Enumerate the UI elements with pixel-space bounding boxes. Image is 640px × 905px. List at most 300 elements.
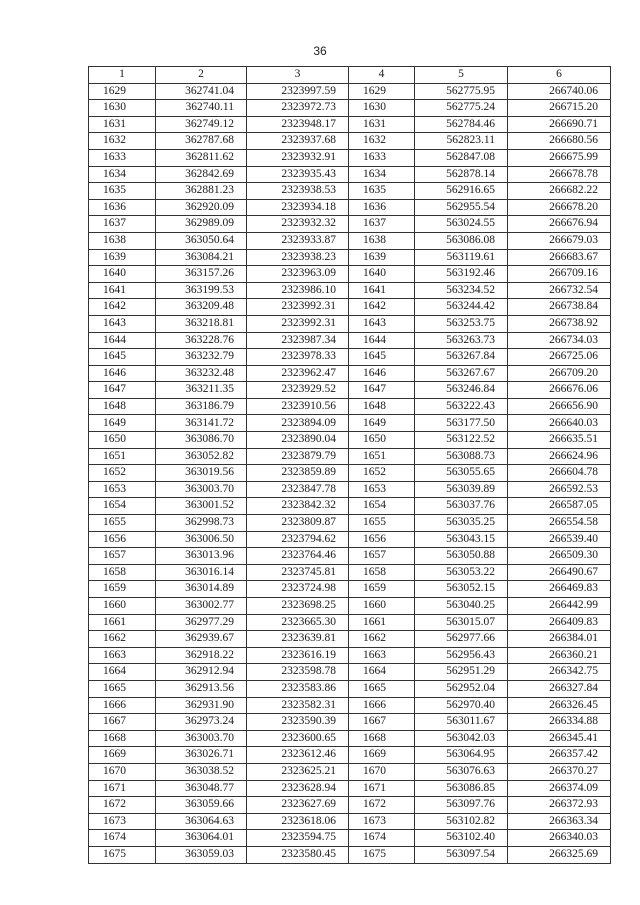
table-row bbox=[89, 299, 611, 316]
x-coordinate-cell: 562955.54 bbox=[415, 199, 508, 216]
y-coordinate-cell: 266709.20 bbox=[508, 365, 611, 382]
x-coordinate-cell: 363013.96 bbox=[156, 548, 247, 565]
y-coordinate-cell: 2323992.31 bbox=[247, 299, 349, 316]
point-number-cell: 1651 bbox=[89, 448, 156, 465]
y-coordinate-cell: 2323764.46 bbox=[247, 548, 349, 565]
point-number-cell: 1632 bbox=[349, 133, 415, 150]
x-coordinate-cell: 563177.50 bbox=[415, 415, 508, 432]
y-coordinate-cell: 2323935.43 bbox=[247, 166, 349, 183]
point-number-cell: 1652 bbox=[349, 465, 415, 482]
x-coordinate-cell: 563086.85 bbox=[415, 780, 508, 797]
x-coordinate-cell: 562775.24 bbox=[415, 100, 508, 117]
table-row bbox=[89, 763, 611, 780]
coordinates-table bbox=[88, 66, 611, 864]
table-row bbox=[89, 830, 611, 847]
point-number-cell: 1661 bbox=[89, 614, 156, 631]
x-coordinate-cell: 563037.76 bbox=[415, 498, 508, 515]
y-coordinate-cell: 2323809.87 bbox=[247, 515, 349, 532]
y-coordinate-cell: 266409.83 bbox=[508, 614, 611, 631]
point-number-cell: 1670 bbox=[89, 763, 156, 780]
y-coordinate-cell: 266680.56 bbox=[508, 133, 611, 150]
x-coordinate-cell: 562977.66 bbox=[415, 631, 508, 648]
table-row bbox=[89, 149, 611, 166]
point-number-cell: 1651 bbox=[349, 448, 415, 465]
x-coordinate-cell: 563102.40 bbox=[415, 830, 508, 847]
x-coordinate-cell: 362787.68 bbox=[156, 133, 247, 150]
y-coordinate-cell: 2323910.56 bbox=[247, 398, 349, 415]
point-number-cell: 1653 bbox=[89, 481, 156, 498]
y-coordinate-cell: 2323580.45 bbox=[247, 846, 349, 863]
point-number-cell: 1672 bbox=[89, 797, 156, 814]
x-coordinate-cell: 563119.61 bbox=[415, 249, 508, 266]
table-row bbox=[89, 598, 611, 615]
y-coordinate-cell: 266539.40 bbox=[508, 531, 611, 548]
table-row bbox=[89, 116, 611, 133]
y-coordinate-cell: 266656.90 bbox=[508, 398, 611, 415]
point-number-cell: 1655 bbox=[89, 515, 156, 532]
y-coordinate-cell: 266342.75 bbox=[508, 664, 611, 681]
x-coordinate-cell: 363064.63 bbox=[156, 813, 247, 830]
x-coordinate-cell: 363019.56 bbox=[156, 465, 247, 482]
x-coordinate-cell: 362931.90 bbox=[156, 697, 247, 714]
point-number-cell: 1629 bbox=[89, 83, 156, 100]
point-number-cell: 1654 bbox=[89, 498, 156, 515]
y-coordinate-cell: 266340.03 bbox=[508, 830, 611, 847]
x-coordinate-cell: 363026.71 bbox=[156, 747, 247, 764]
y-coordinate-cell: 266624.96 bbox=[508, 448, 611, 465]
y-coordinate-cell: 266360.21 bbox=[508, 647, 611, 664]
y-coordinate-cell: 266357.42 bbox=[508, 747, 611, 764]
point-number-cell: 1635 bbox=[89, 183, 156, 200]
x-coordinate-cell: 363002.77 bbox=[156, 598, 247, 615]
point-number-cell: 1665 bbox=[89, 680, 156, 697]
x-coordinate-cell: 363052.82 bbox=[156, 448, 247, 465]
table-row bbox=[89, 498, 611, 515]
x-coordinate-cell: 362939.67 bbox=[156, 631, 247, 648]
x-coordinate-cell: 562952.04 bbox=[415, 680, 508, 697]
point-number-cell: 1637 bbox=[349, 216, 415, 233]
point-number-cell: 1646 bbox=[89, 365, 156, 382]
column-header-5: 5 bbox=[415, 67, 508, 84]
x-coordinate-cell: 563015.07 bbox=[415, 614, 508, 631]
point-number-cell: 1639 bbox=[349, 249, 415, 266]
x-coordinate-cell: 563035.25 bbox=[415, 515, 508, 532]
x-coordinate-cell: 563253.75 bbox=[415, 315, 508, 332]
point-number-cell: 1642 bbox=[349, 299, 415, 316]
y-coordinate-cell: 2323594.75 bbox=[247, 830, 349, 847]
x-coordinate-cell: 362918.22 bbox=[156, 647, 247, 664]
y-coordinate-cell: 2323934.18 bbox=[247, 199, 349, 216]
y-coordinate-cell: 2323859.89 bbox=[247, 465, 349, 482]
point-number-cell: 1675 bbox=[89, 846, 156, 863]
table-row bbox=[89, 448, 611, 465]
x-coordinate-cell: 563052.15 bbox=[415, 581, 508, 598]
x-coordinate-cell: 562823.11 bbox=[415, 133, 508, 150]
point-number-cell: 1661 bbox=[349, 614, 415, 631]
y-coordinate-cell: 2323582.31 bbox=[247, 697, 349, 714]
table-row bbox=[89, 282, 611, 299]
y-coordinate-cell: 266715.20 bbox=[508, 100, 611, 117]
table-row bbox=[89, 797, 611, 814]
table-row bbox=[89, 780, 611, 797]
y-coordinate-cell: 2323986.10 bbox=[247, 282, 349, 299]
x-coordinate-cell: 563267.67 bbox=[415, 365, 508, 382]
point-number-cell: 1646 bbox=[349, 365, 415, 382]
column-header-6: 6 bbox=[508, 67, 611, 84]
x-coordinate-cell: 363141.72 bbox=[156, 415, 247, 432]
table-row bbox=[89, 465, 611, 482]
table-body bbox=[89, 83, 611, 863]
y-coordinate-cell: 2323972.73 bbox=[247, 100, 349, 117]
point-number-cell: 1671 bbox=[89, 780, 156, 797]
point-number-cell: 1649 bbox=[349, 415, 415, 432]
y-coordinate-cell: 2323612.46 bbox=[247, 747, 349, 764]
table-row bbox=[89, 332, 611, 349]
x-coordinate-cell: 363211.35 bbox=[156, 382, 247, 399]
point-number-cell: 1648 bbox=[349, 398, 415, 415]
y-coordinate-cell: 2323745.81 bbox=[247, 564, 349, 581]
point-number-cell: 1670 bbox=[349, 763, 415, 780]
table-header bbox=[89, 67, 611, 84]
table-row bbox=[89, 232, 611, 249]
y-coordinate-cell: 2323842.32 bbox=[247, 498, 349, 515]
point-number-cell: 1657 bbox=[349, 548, 415, 565]
x-coordinate-cell: 363059.66 bbox=[156, 797, 247, 814]
x-coordinate-cell: 363157.26 bbox=[156, 266, 247, 283]
point-number-cell: 1641 bbox=[89, 282, 156, 299]
y-coordinate-cell: 266683.67 bbox=[508, 249, 611, 266]
y-coordinate-cell: 2323665.30 bbox=[247, 614, 349, 631]
point-number-cell: 1644 bbox=[349, 332, 415, 349]
x-coordinate-cell: 362973.24 bbox=[156, 714, 247, 731]
table-row bbox=[89, 216, 611, 233]
y-coordinate-cell: 266635.51 bbox=[508, 432, 611, 449]
x-coordinate-cell: 363199.53 bbox=[156, 282, 247, 299]
y-coordinate-cell: 2323628.94 bbox=[247, 780, 349, 797]
x-coordinate-cell: 363084.21 bbox=[156, 249, 247, 266]
table-row bbox=[89, 680, 611, 697]
y-coordinate-cell: 266334.88 bbox=[508, 714, 611, 731]
x-coordinate-cell: 562784.46 bbox=[415, 116, 508, 133]
point-number-cell: 1662 bbox=[349, 631, 415, 648]
x-coordinate-cell: 363228.76 bbox=[156, 332, 247, 349]
y-coordinate-cell: 266690.71 bbox=[508, 116, 611, 133]
x-coordinate-cell: 562878.14 bbox=[415, 166, 508, 183]
y-coordinate-cell: 266327.84 bbox=[508, 680, 611, 697]
x-coordinate-cell: 563042.03 bbox=[415, 730, 508, 747]
point-number-cell: 1673 bbox=[349, 813, 415, 830]
y-coordinate-cell: 266363.34 bbox=[508, 813, 611, 830]
x-coordinate-cell: 363003.70 bbox=[156, 730, 247, 747]
column-header-1: 1 bbox=[89, 67, 156, 84]
point-number-cell: 1656 bbox=[349, 531, 415, 548]
point-number-cell: 1634 bbox=[89, 166, 156, 183]
x-coordinate-cell: 563043.15 bbox=[415, 531, 508, 548]
point-number-cell: 1636 bbox=[349, 199, 415, 216]
table-row bbox=[89, 697, 611, 714]
point-number-cell: 1648 bbox=[89, 398, 156, 415]
point-number-cell: 1630 bbox=[89, 100, 156, 117]
y-coordinate-cell: 2323598.78 bbox=[247, 664, 349, 681]
table-row bbox=[89, 813, 611, 830]
point-number-cell: 1636 bbox=[89, 199, 156, 216]
x-coordinate-cell: 362989.09 bbox=[156, 216, 247, 233]
y-coordinate-cell: 266734.03 bbox=[508, 332, 611, 349]
y-coordinate-cell: 2323847.78 bbox=[247, 481, 349, 498]
y-coordinate-cell: 2323698.25 bbox=[247, 598, 349, 615]
table-row bbox=[89, 315, 611, 332]
y-coordinate-cell: 2323962.47 bbox=[247, 365, 349, 382]
y-coordinate-cell: 2323639.81 bbox=[247, 631, 349, 648]
point-number-cell: 1632 bbox=[89, 133, 156, 150]
y-coordinate-cell: 2323987.34 bbox=[247, 332, 349, 349]
y-coordinate-cell: 2323933.87 bbox=[247, 232, 349, 249]
x-coordinate-cell: 563122.52 bbox=[415, 432, 508, 449]
y-coordinate-cell: 266678.78 bbox=[508, 166, 611, 183]
x-coordinate-cell: 563234.52 bbox=[415, 282, 508, 299]
point-number-cell: 1673 bbox=[89, 813, 156, 830]
point-number-cell: 1669 bbox=[349, 747, 415, 764]
y-coordinate-cell: 266442.99 bbox=[508, 598, 611, 615]
table-row bbox=[89, 631, 611, 648]
x-coordinate-cell: 362920.09 bbox=[156, 199, 247, 216]
y-coordinate-cell: 2323997.59 bbox=[247, 83, 349, 100]
y-coordinate-cell: 2323932.32 bbox=[247, 216, 349, 233]
point-number-cell: 1659 bbox=[89, 581, 156, 598]
table-row bbox=[89, 133, 611, 150]
x-coordinate-cell: 563097.76 bbox=[415, 797, 508, 814]
point-number-cell: 1633 bbox=[89, 149, 156, 166]
y-coordinate-cell: 266738.84 bbox=[508, 299, 611, 316]
y-coordinate-cell: 266326.45 bbox=[508, 697, 611, 714]
y-coordinate-cell: 2323890.04 bbox=[247, 432, 349, 449]
y-coordinate-cell: 266709.16 bbox=[508, 266, 611, 283]
point-number-cell: 1664 bbox=[349, 664, 415, 681]
x-coordinate-cell: 563040.25 bbox=[415, 598, 508, 615]
x-coordinate-cell: 363050.64 bbox=[156, 232, 247, 249]
x-coordinate-cell: 562916.65 bbox=[415, 183, 508, 200]
x-coordinate-cell: 362740.11 bbox=[156, 100, 247, 117]
x-coordinate-cell: 563086.08 bbox=[415, 232, 508, 249]
y-coordinate-cell: 2323616.19 bbox=[247, 647, 349, 664]
table-row bbox=[89, 349, 611, 366]
point-number-cell: 1663 bbox=[89, 647, 156, 664]
column-header-4: 4 bbox=[349, 67, 415, 84]
x-coordinate-cell: 563102.82 bbox=[415, 813, 508, 830]
table-row bbox=[89, 647, 611, 664]
y-coordinate-cell: 266384.01 bbox=[508, 631, 611, 648]
x-coordinate-cell: 363232.79 bbox=[156, 349, 247, 366]
y-coordinate-cell: 266604.78 bbox=[508, 465, 611, 482]
point-number-cell: 1666 bbox=[349, 697, 415, 714]
table-row bbox=[89, 531, 611, 548]
table-row bbox=[89, 166, 611, 183]
y-coordinate-cell: 266725.06 bbox=[508, 349, 611, 366]
y-coordinate-cell: 2323627.69 bbox=[247, 797, 349, 814]
point-number-cell: 1662 bbox=[89, 631, 156, 648]
x-coordinate-cell: 363048.77 bbox=[156, 780, 247, 797]
point-number-cell: 1675 bbox=[349, 846, 415, 863]
x-coordinate-cell: 562775.95 bbox=[415, 83, 508, 100]
y-coordinate-cell: 2323963.09 bbox=[247, 266, 349, 283]
point-number-cell: 1639 bbox=[89, 249, 156, 266]
point-number-cell: 1674 bbox=[89, 830, 156, 847]
x-coordinate-cell: 363001.52 bbox=[156, 498, 247, 515]
x-coordinate-cell: 363209.48 bbox=[156, 299, 247, 316]
point-number-cell: 1674 bbox=[349, 830, 415, 847]
y-coordinate-cell: 266345.41 bbox=[508, 730, 611, 747]
page-number: 36 bbox=[313, 44, 327, 58]
point-number-cell: 1650 bbox=[349, 432, 415, 449]
table-row bbox=[89, 564, 611, 581]
x-coordinate-cell: 363006.50 bbox=[156, 531, 247, 548]
x-coordinate-cell: 563263.73 bbox=[415, 332, 508, 349]
x-coordinate-cell: 563053.22 bbox=[415, 564, 508, 581]
table-row bbox=[89, 747, 611, 764]
point-number-cell: 1634 bbox=[349, 166, 415, 183]
point-number-cell: 1638 bbox=[349, 232, 415, 249]
table-row bbox=[89, 548, 611, 565]
point-number-cell: 1650 bbox=[89, 432, 156, 449]
header-row bbox=[89, 67, 611, 84]
y-coordinate-cell: 2323724.98 bbox=[247, 581, 349, 598]
x-coordinate-cell: 563192.46 bbox=[415, 266, 508, 283]
y-coordinate-cell: 2323932.91 bbox=[247, 149, 349, 166]
table-row bbox=[89, 481, 611, 498]
point-number-cell: 1655 bbox=[349, 515, 415, 532]
y-coordinate-cell: 2323978.33 bbox=[247, 349, 349, 366]
point-number-cell: 1666 bbox=[89, 697, 156, 714]
y-coordinate-cell: 266732.54 bbox=[508, 282, 611, 299]
x-coordinate-cell: 563039.89 bbox=[415, 481, 508, 498]
point-number-cell: 1637 bbox=[89, 216, 156, 233]
y-coordinate-cell: 266554.58 bbox=[508, 515, 611, 532]
x-coordinate-cell: 563050.88 bbox=[415, 548, 508, 565]
point-number-cell: 1640 bbox=[89, 266, 156, 283]
x-coordinate-cell: 363059.03 bbox=[156, 846, 247, 863]
x-coordinate-cell: 563024.55 bbox=[415, 216, 508, 233]
point-number-cell: 1647 bbox=[349, 382, 415, 399]
point-number-cell: 1629 bbox=[349, 83, 415, 100]
y-coordinate-cell: 266675.99 bbox=[508, 149, 611, 166]
y-coordinate-cell: 2323590.39 bbox=[247, 714, 349, 731]
x-coordinate-cell: 563222.43 bbox=[415, 398, 508, 415]
point-number-cell: 1664 bbox=[89, 664, 156, 681]
point-number-cell: 1654 bbox=[349, 498, 415, 515]
y-coordinate-cell: 266682.22 bbox=[508, 183, 611, 200]
x-coordinate-cell: 563267.84 bbox=[415, 349, 508, 366]
table-row bbox=[89, 614, 611, 631]
point-number-cell: 1658 bbox=[89, 564, 156, 581]
table-row bbox=[89, 714, 611, 731]
x-coordinate-cell: 562970.40 bbox=[415, 697, 508, 714]
point-number-cell: 1657 bbox=[89, 548, 156, 565]
point-number-cell: 1635 bbox=[349, 183, 415, 200]
point-number-cell: 1638 bbox=[89, 232, 156, 249]
point-number-cell: 1652 bbox=[89, 465, 156, 482]
y-coordinate-cell: 266640.03 bbox=[508, 415, 611, 432]
table-row bbox=[89, 515, 611, 532]
x-coordinate-cell: 563088.73 bbox=[415, 448, 508, 465]
point-number-cell: 1672 bbox=[349, 797, 415, 814]
x-coordinate-cell: 362998.73 bbox=[156, 515, 247, 532]
y-coordinate-cell: 2323948.17 bbox=[247, 116, 349, 133]
point-number-cell: 1658 bbox=[349, 564, 415, 581]
x-coordinate-cell: 362749.12 bbox=[156, 116, 247, 133]
point-number-cell: 1671 bbox=[349, 780, 415, 797]
y-coordinate-cell: 2323879.79 bbox=[247, 448, 349, 465]
table-row bbox=[89, 415, 611, 432]
y-coordinate-cell: 266676.94 bbox=[508, 216, 611, 233]
x-coordinate-cell: 363232.48 bbox=[156, 365, 247, 382]
y-coordinate-cell: 266490.67 bbox=[508, 564, 611, 581]
x-coordinate-cell: 563246.84 bbox=[415, 382, 508, 399]
point-number-cell: 1647 bbox=[89, 382, 156, 399]
y-coordinate-cell: 266325.69 bbox=[508, 846, 611, 863]
y-coordinate-cell: 266509.30 bbox=[508, 548, 611, 565]
point-number-cell: 1643 bbox=[89, 315, 156, 332]
point-number-cell: 1641 bbox=[349, 282, 415, 299]
y-coordinate-cell: 266740.06 bbox=[508, 83, 611, 100]
x-coordinate-cell: 362913.56 bbox=[156, 680, 247, 697]
x-coordinate-cell: 363014.89 bbox=[156, 581, 247, 598]
x-coordinate-cell: 362912.94 bbox=[156, 664, 247, 681]
y-coordinate-cell: 266587.05 bbox=[508, 498, 611, 515]
y-coordinate-cell: 266374.09 bbox=[508, 780, 611, 797]
y-coordinate-cell: 2323992.31 bbox=[247, 315, 349, 332]
column-header-3: 3 bbox=[247, 67, 349, 84]
point-number-cell: 1643 bbox=[349, 315, 415, 332]
y-coordinate-cell: 2323625.21 bbox=[247, 763, 349, 780]
x-coordinate-cell: 363064.01 bbox=[156, 830, 247, 847]
y-coordinate-cell: 266372.93 bbox=[508, 797, 611, 814]
y-coordinate-cell: 2323618.06 bbox=[247, 813, 349, 830]
point-number-cell: 1649 bbox=[89, 415, 156, 432]
x-coordinate-cell: 363038.52 bbox=[156, 763, 247, 780]
point-number-cell: 1659 bbox=[349, 581, 415, 598]
point-number-cell: 1669 bbox=[89, 747, 156, 764]
y-coordinate-cell: 266370.27 bbox=[508, 763, 611, 780]
point-number-cell: 1668 bbox=[349, 730, 415, 747]
table-row bbox=[89, 249, 611, 266]
table-row bbox=[89, 382, 611, 399]
point-number-cell: 1631 bbox=[349, 116, 415, 133]
table-row bbox=[89, 398, 611, 415]
point-number-cell: 1656 bbox=[89, 531, 156, 548]
point-number-cell: 1642 bbox=[89, 299, 156, 316]
y-coordinate-cell: 266592.53 bbox=[508, 481, 611, 498]
table-row bbox=[89, 199, 611, 216]
table-row bbox=[89, 100, 611, 117]
point-number-cell: 1631 bbox=[89, 116, 156, 133]
point-number-cell: 1633 bbox=[349, 149, 415, 166]
y-coordinate-cell: 2323929.52 bbox=[247, 382, 349, 399]
x-coordinate-cell: 363016.14 bbox=[156, 564, 247, 581]
x-coordinate-cell: 363186.79 bbox=[156, 398, 247, 415]
x-coordinate-cell: 362741.04 bbox=[156, 83, 247, 100]
y-coordinate-cell: 266676.06 bbox=[508, 382, 611, 399]
table-row bbox=[89, 581, 611, 598]
x-coordinate-cell: 362811.62 bbox=[156, 149, 247, 166]
point-number-cell: 1667 bbox=[89, 714, 156, 731]
y-coordinate-cell: 2323938.53 bbox=[247, 183, 349, 200]
y-coordinate-cell: 2323938.23 bbox=[247, 249, 349, 266]
y-coordinate-cell: 2323937.68 bbox=[247, 133, 349, 150]
x-coordinate-cell: 363003.70 bbox=[156, 481, 247, 498]
x-coordinate-cell: 363218.81 bbox=[156, 315, 247, 332]
table-row bbox=[89, 83, 611, 100]
point-number-cell: 1645 bbox=[89, 349, 156, 366]
